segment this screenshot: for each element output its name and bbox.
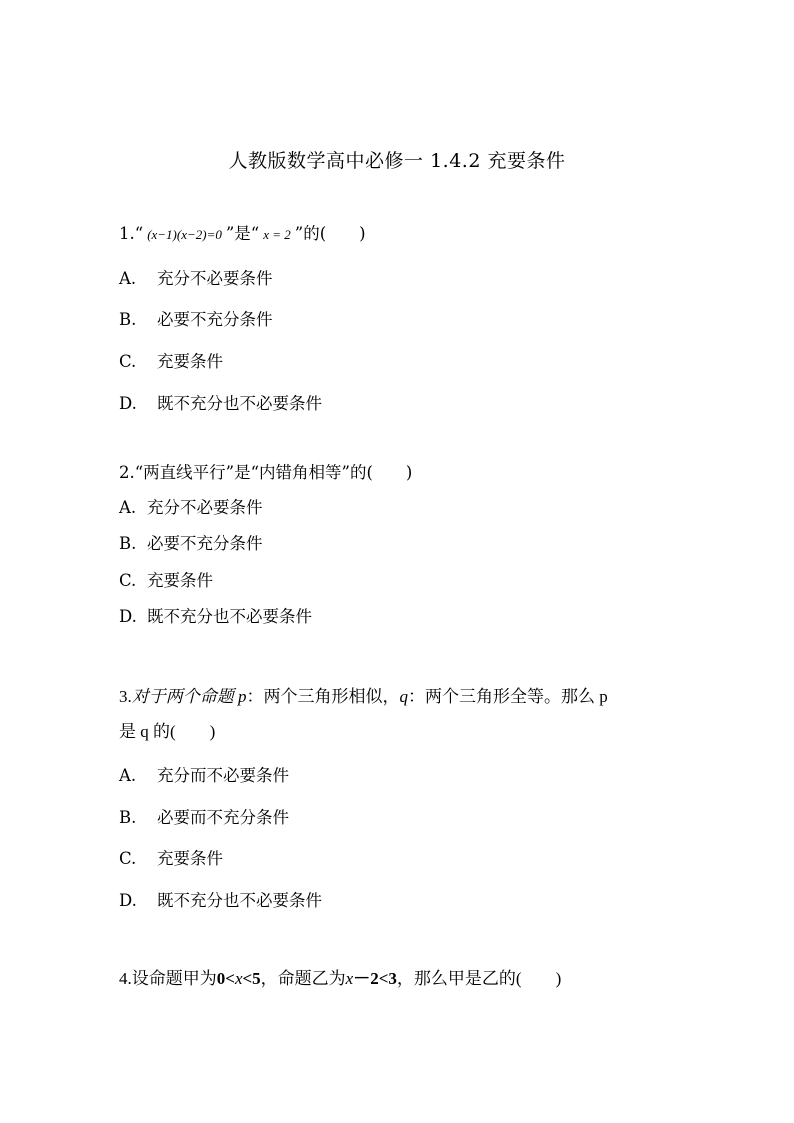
option-b bbox=[119, 309, 273, 331]
question-number: 1. bbox=[119, 224, 135, 243]
option-d bbox=[119, 393, 322, 415]
option-letter: B. bbox=[119, 310, 137, 329]
option-text: 充要条件 bbox=[157, 849, 223, 868]
option-text: 既不充分也不必要条件 bbox=[157, 394, 322, 413]
question-4-stem bbox=[119, 968, 561, 990]
stem-part: ，那么甲是乙的( ) bbox=[396, 969, 562, 988]
option-text: 必要不充分条件 bbox=[147, 534, 263, 553]
option-letter: A. bbox=[119, 766, 137, 785]
question-3-stem-continued: 是 q 的( ) bbox=[119, 722, 216, 741]
option-text: 既不充分也不必要条件 bbox=[157, 891, 322, 910]
option-text: 充分不必要条件 bbox=[157, 269, 273, 288]
question-tail: ”的( ) bbox=[294, 224, 366, 243]
quote-open: “ bbox=[134, 224, 144, 243]
italic-lead: 对于两个命题 p bbox=[131, 687, 247, 706]
option-letter: D. bbox=[119, 394, 137, 413]
option-a bbox=[119, 765, 289, 787]
option-a bbox=[119, 268, 273, 290]
option-letter: D. bbox=[119, 891, 137, 910]
option-text: 充分而不必要条件 bbox=[157, 766, 289, 785]
option-text: 充要条件 bbox=[157, 352, 223, 371]
option-letter: A. bbox=[119, 498, 137, 517]
stem-part: ：两个三角形相似， bbox=[246, 687, 400, 706]
option-text: 充要条件 bbox=[147, 571, 213, 590]
range-start: 0< bbox=[216, 969, 235, 988]
stem-part: ：两个三角形全等。那么 p bbox=[408, 687, 608, 706]
option-c bbox=[119, 351, 223, 373]
option-text: 既不充分也不必要条件 bbox=[147, 607, 312, 626]
option-b bbox=[119, 807, 289, 829]
question-3-stem bbox=[119, 686, 608, 708]
option-text: 必要而不充分条件 bbox=[157, 808, 289, 827]
variable-x: x bbox=[345, 969, 354, 988]
math-expression-b: x = 2 bbox=[263, 227, 291, 242]
option-c bbox=[119, 848, 223, 870]
question-2-stem: 2.“两直线平行”是“内错角相等”的( ) bbox=[119, 463, 413, 482]
option-letter: D. bbox=[119, 607, 137, 626]
option-text: 必要不充分条件 bbox=[157, 310, 273, 329]
variable-x: x bbox=[234, 969, 243, 988]
inequality-expression: －2<3 bbox=[353, 969, 397, 988]
stem-part: 4.设命题甲为 bbox=[119, 969, 217, 988]
option-letter: C. bbox=[119, 571, 137, 590]
quote-mid: ”是“ bbox=[225, 224, 260, 243]
page-title: 人教版数学高中必修一 1.4.2 充要条件 bbox=[228, 150, 566, 172]
option-letter: B. bbox=[119, 808, 137, 827]
variable-q: q bbox=[399, 687, 408, 706]
math-expression-a: (x−1)(x−2)=0 bbox=[147, 227, 222, 242]
option-d bbox=[119, 606, 312, 628]
option-letter: B. bbox=[119, 534, 137, 553]
option-text: 充分不必要条件 bbox=[147, 498, 263, 517]
option-c bbox=[119, 570, 213, 592]
option-d bbox=[119, 890, 322, 912]
option-letter: C. bbox=[119, 352, 137, 371]
question-1-stem bbox=[119, 223, 366, 246]
option-letter: A. bbox=[119, 269, 137, 288]
option-b bbox=[119, 533, 263, 555]
option-letter: C. bbox=[119, 849, 137, 868]
stem-part: ，命题乙为 bbox=[260, 969, 346, 988]
option-a bbox=[119, 497, 263, 519]
range-end: <5 bbox=[242, 969, 261, 988]
question-number: 3. bbox=[119, 687, 132, 706]
